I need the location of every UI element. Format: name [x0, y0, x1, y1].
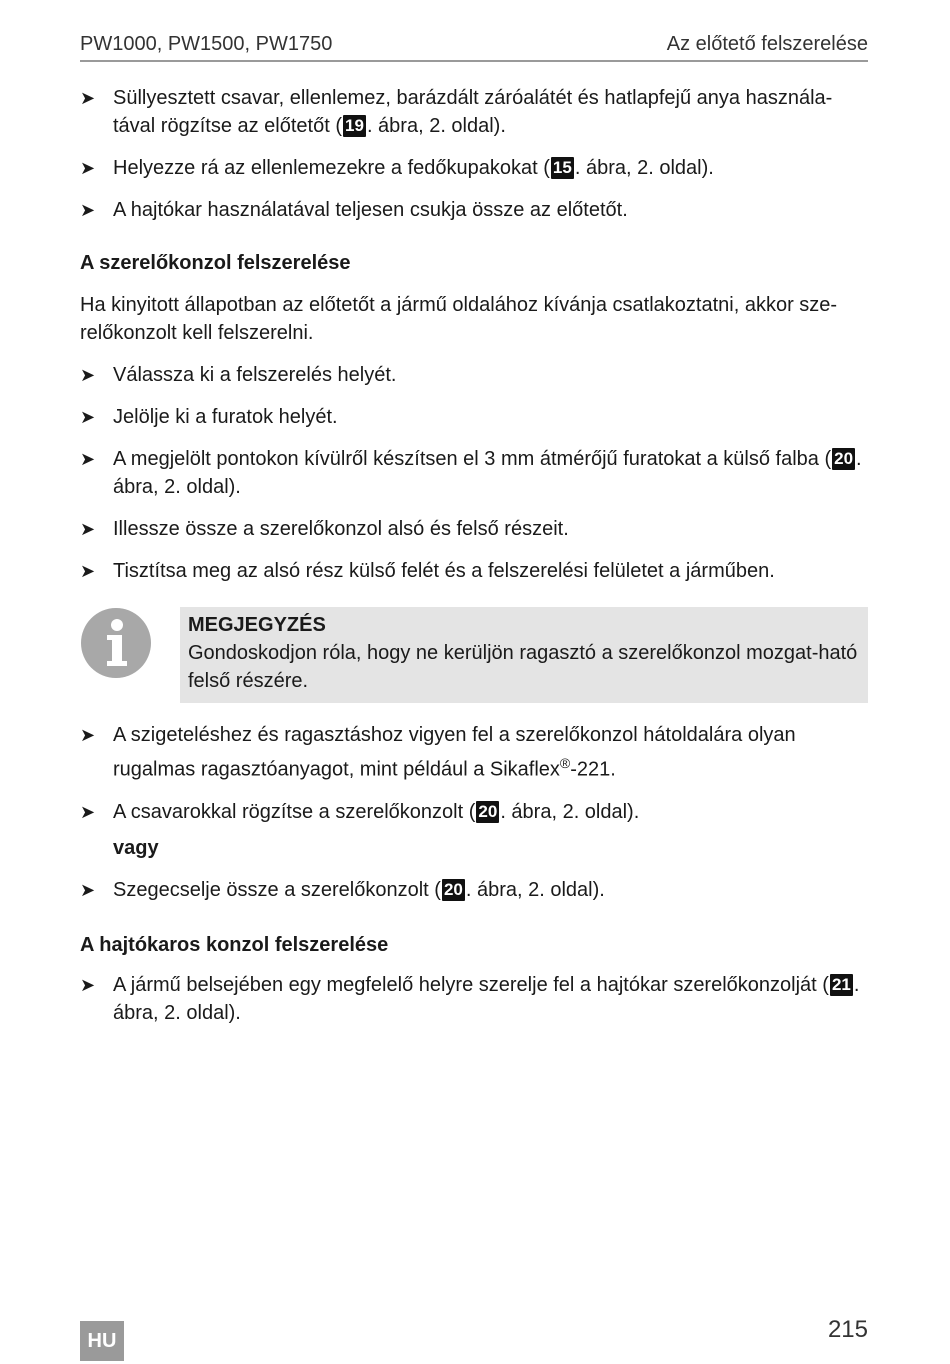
step-text: . ábra, 2. oldal).: [465, 878, 605, 901]
step-list-item: [80, 196, 868, 224]
step-text: Szegecselje össze a szerelőkonzolt (: [113, 878, 441, 901]
step-list-item: [80, 154, 868, 182]
step-text: . ábra, 2. oldal).: [366, 115, 506, 137]
step-text: . ábra, 2. oldal).: [113, 973, 860, 1024]
note-title: MEGJEGYZÉS: [188, 614, 326, 636]
arrow-bullet-icon: ➤: [80, 158, 96, 178]
note-callout: [80, 607, 868, 703]
note-box: [180, 607, 868, 703]
step-text: Illessze össze a szerelőkonzol alsó és felső részeit.: [113, 518, 569, 540]
step-text: A jármű belsejében egy megfelelő helyre szerelje fel a hajtókar szerelőkonzolját (: [113, 973, 829, 996]
figure-badge: 19: [345, 116, 364, 135]
figure-badge: 15: [552, 158, 572, 177]
language-tab: HU: [80, 1321, 124, 1361]
section-intro: Ha kinyitott állapotban az előtetőt a jármű oldalához kívánja csatlakoztatni, akkor sze-relőkonzolt kell felszerelni.: [80, 294, 838, 344]
step-text: A szigeteléshez és ragasztáshoz vigyen fel a szerelőkonzol hátoldalára olyan rugalmas ragasztóanyagot, mint például a Sikaflex: [113, 724, 796, 781]
arrow-bullet-icon: ➤: [80, 974, 96, 995]
step-text: -221.: [570, 758, 616, 781]
step-list-item: [80, 515, 868, 543]
note-text: Gondoskodjon róla, hogy ne kerüljön ragasztó a szerelőkonzol mozgat-ható felső részére.: [188, 642, 858, 692]
figure-badge: 20: [443, 879, 463, 899]
step-text: Tisztítsa meg az alsó rész külső felét és a felszerelési felületet a járműben.: [113, 560, 775, 582]
step-text: . ábra, 2. oldal).: [574, 157, 714, 179]
page-header: [80, 28, 868, 62]
registered-mark: ®: [559, 755, 571, 771]
step-text: Válassza ki a felszerelés helyét.: [113, 364, 397, 386]
step-list-item: [80, 445, 868, 501]
step-list-item: [80, 876, 868, 904]
step-text: Helyezze rá az ellenlemezekre a fedőkupakokat (: [113, 157, 550, 179]
step-list-item: [80, 84, 868, 140]
arrow-bullet-icon: ➤: [80, 365, 96, 385]
step-list-item: [80, 361, 868, 389]
arrow-bullet-icon: ➤: [80, 407, 96, 427]
step-text: . ábra, 2. oldal).: [113, 448, 862, 498]
header-section-title: Az előtető felszerelése: [666, 33, 868, 55]
section-heading: A szerelőkonzol felszerelése: [80, 252, 351, 274]
step-list-item: [80, 798, 868, 826]
step-text: A csavarokkal rögzítse a szerelőkonzolt (: [113, 800, 476, 823]
step-list-item: [80, 403, 868, 431]
step-list-item: [80, 557, 868, 585]
arrow-bullet-icon: ➤: [80, 725, 96, 745]
figure-badge: 20: [834, 449, 854, 468]
step-text: Süllyesztett csavar, ellenlemez, barázdált záróalátét és hatlapfejű anya használa-tával rögzítse az előtetőt (: [113, 87, 833, 137]
step-text: A hajtókar használatával teljesen csukja össze az előtetőt.: [113, 199, 628, 221]
figure-badge: 21: [831, 974, 851, 994]
arrow-bullet-icon: ➤: [80, 561, 96, 581]
header-models: PW1000, PW1500, PW1750: [80, 33, 333, 55]
or-label: vagy: [113, 836, 159, 859]
step-text: A megjelölt pontokon kívülről készítsen el 3 mm átmérőjű furatokat a külső falba (: [113, 448, 832, 470]
step-list-item: [80, 721, 868, 784]
info-circle-icon: [80, 607, 180, 684]
page-content: [80, 28, 868, 1027]
page-number: 215: [827, 1316, 868, 1343]
section-heading: A hajtókaros konzol felszerelése: [80, 933, 389, 956]
step-list-item: [80, 971, 868, 1027]
arrow-bullet-icon: ➤: [80, 879, 96, 900]
arrow-bullet-icon: ➤: [80, 88, 96, 108]
arrow-bullet-icon: ➤: [80, 801, 96, 822]
arrow-bullet-icon: ➤: [80, 200, 96, 220]
figure-badge: 20: [478, 801, 498, 821]
step-text: Jelölje ki a furatok helyét.: [113, 406, 338, 428]
step-text: . ábra, 2. oldal).: [500, 800, 640, 823]
arrow-bullet-icon: ➤: [80, 449, 96, 469]
arrow-bullet-icon: ➤: [80, 519, 96, 539]
